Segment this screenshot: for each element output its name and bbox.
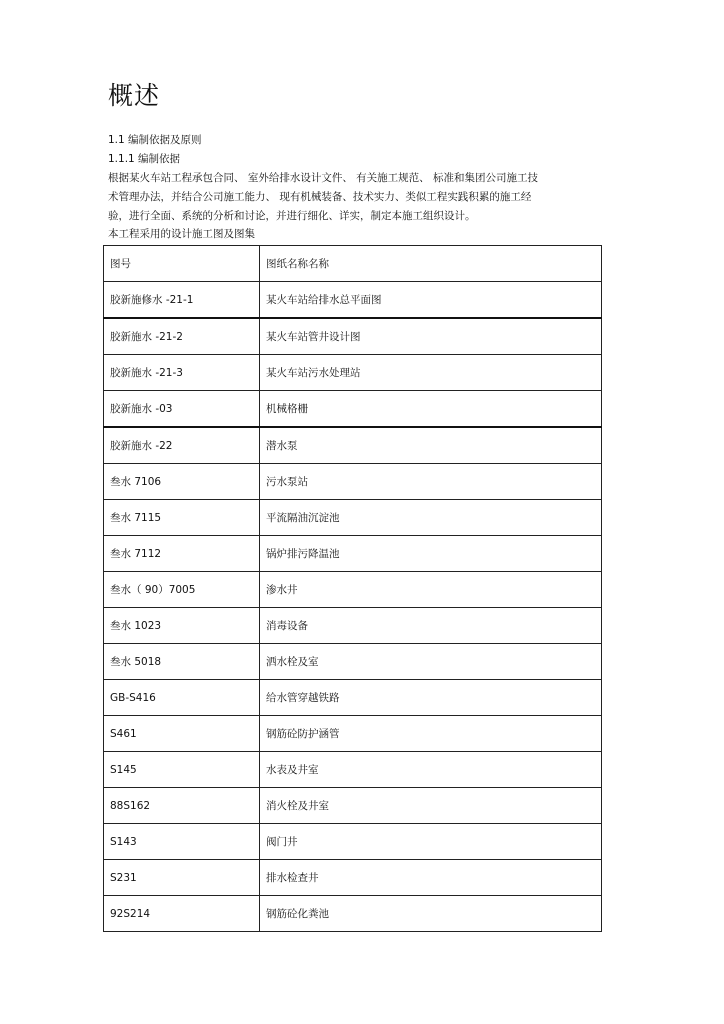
cell-drawing-number: S143 [104,824,260,860]
cell-drawing-name: 渗水井 [260,572,602,608]
cell-drawing-name: 潜水泵 [260,427,602,464]
table-header-row [104,246,602,282]
paragraph-line-2: 术管理办法，并结合公司施工能力、 现有机械装备、技术实力、类似工程实践积累的施工经 [108,191,532,203]
cell-drawing-name: 平流隔油沉淀池 [260,500,602,536]
cell-drawing-name: 某火车站给排水总平面图 [260,282,602,319]
page-title: 概述 [108,81,161,110]
cell-drawing-name: 某火车站污水处理站 [260,355,602,391]
cell-drawing-name: 钢筋砼防护涵管 [260,716,602,752]
table-row [104,788,602,824]
cell-drawing-number: S145 [104,752,260,788]
cell-drawing-name: 水表及井室 [260,752,602,788]
table-caption: 本工程采用的设计施工图及图集 [108,228,255,240]
table-row [104,572,602,608]
table-row [104,318,602,355]
paragraph-line-3: 验，进行全面、系统的分析和讨论，并进行细化、详实，制定本施工组织设计。 [108,210,476,222]
table-row [104,644,602,680]
drawings-table [103,245,602,932]
table-row [104,896,602,932]
header-drawing-name: 图纸名称名称 [260,246,602,282]
cell-drawing-number: 胶新施水 -21-3 [104,355,260,391]
cell-drawing-number: S231 [104,860,260,896]
cell-drawing-number: 胶新施水 -03 [104,391,260,428]
cell-drawing-number: 胶新施修水 -21-1 [104,282,260,319]
cell-drawing-name: 洒水栓及室 [260,644,602,680]
cell-drawing-number: 叁水 7112 [104,536,260,572]
cell-drawing-number: 胶新施水 -21-2 [104,318,260,355]
table-row [104,608,602,644]
cell-drawing-number: 叁水 5018 [104,644,260,680]
table-row [104,282,602,319]
table-row [104,464,602,500]
table-row [104,391,602,428]
paragraph-line-1: 根据某火车站工程承包合同、 室外给排水设计文件、 有关施工规范、 标准和集团公司施工技 [108,172,539,184]
cell-drawing-number: 胶新施水 -22 [104,427,260,464]
cell-drawing-name: 消毒设备 [260,608,602,644]
cell-drawing-number: 92S214 [104,896,260,932]
header-drawing-number: 图号 [104,246,260,282]
table-row [104,824,602,860]
table-row [104,860,602,896]
cell-drawing-number: S461 [104,716,260,752]
cell-drawing-number: 叁水 7106 [104,464,260,500]
table-row [104,500,602,536]
cell-drawing-name: 机械格栅 [260,391,602,428]
cell-drawing-number: 叁水 7115 [104,500,260,536]
table-row [104,680,602,716]
cell-drawing-number: GB-S416 [104,680,260,716]
cell-drawing-name: 排水检查井 [260,860,602,896]
table-row [104,716,602,752]
table-row [104,427,602,464]
cell-drawing-name: 阀门井 [260,824,602,860]
cell-drawing-name: 污水泵站 [260,464,602,500]
cell-drawing-name: 消火栓及井室 [260,788,602,824]
subsection-heading: 1.1.1 编制依据 [108,153,181,165]
cell-drawing-number: 88S162 [104,788,260,824]
cell-drawing-name: 给水管穿越铁路 [260,680,602,716]
cell-drawing-number: 叁水（ 90）7005 [104,572,260,608]
table-row [104,752,602,788]
section-heading: 1.1 编制依据及原则 [108,134,202,146]
cell-drawing-name: 锅炉排污降温池 [260,536,602,572]
table-row [104,355,602,391]
cell-drawing-number: 叁水 1023 [104,608,260,644]
table-row [104,536,602,572]
cell-drawing-name: 某火车站管井设计图 [260,318,602,355]
cell-drawing-name: 钢筋砼化粪池 [260,896,602,932]
